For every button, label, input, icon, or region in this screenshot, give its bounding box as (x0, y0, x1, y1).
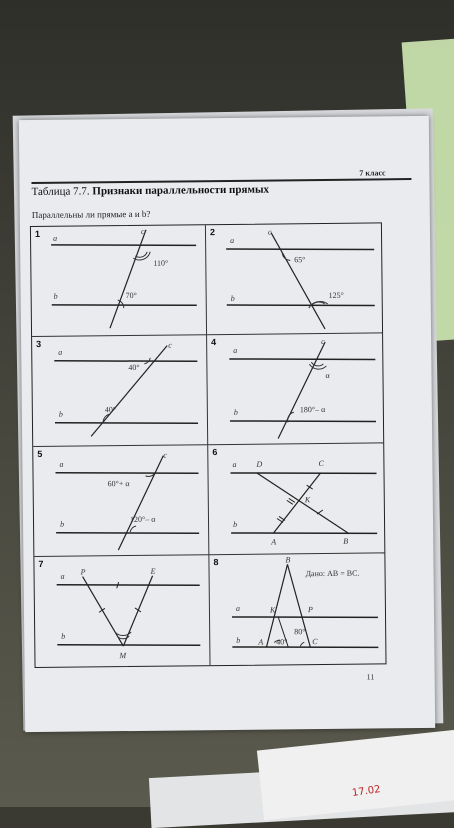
worksheet (19, 116, 435, 732)
problem-7 (34, 555, 210, 667)
line-c-label: c (168, 340, 172, 350)
problem-6 (208, 443, 384, 555)
problem-number: 7 (38, 558, 44, 569)
problem-8-figure (209, 553, 385, 665)
problem-3 (32, 335, 208, 447)
problem-8 (209, 553, 385, 665)
point-M-label: M (119, 651, 127, 661)
point-C-label: C (312, 637, 318, 647)
point-P-label: P (80, 567, 86, 577)
problem-6-figure (208, 443, 384, 555)
problem-number: 8 (213, 557, 219, 568)
line-b-label: b (233, 519, 238, 529)
handwritten-note: 17.02 (351, 784, 382, 799)
point-K-label: K (304, 495, 311, 505)
angle-1: 80° (294, 627, 306, 637)
problem-number: 5 (37, 448, 43, 459)
line-b-label: b (53, 291, 58, 301)
line-c-label: c (267, 227, 272, 237)
angle-2: 120°– α (129, 514, 156, 525)
line-a-label: a (235, 603, 240, 613)
problem-5-figure (33, 445, 209, 557)
point-A-label: A (258, 637, 264, 647)
problem-number: 6 (212, 447, 218, 458)
page-number: 11 (366, 672, 375, 682)
table-title-text: Признаки параллельности прямых (92, 183, 270, 198)
table-title (31, 184, 269, 198)
line-a-label: a (52, 233, 58, 243)
angle-1: 110° (153, 258, 169, 268)
problems-grid (30, 222, 387, 668)
problem-number: 2 (209, 227, 216, 238)
problem-1 (31, 225, 207, 337)
line-a-label: a (230, 235, 235, 245)
line-a-label: a (233, 345, 238, 355)
problem-1-figure (31, 225, 207, 337)
line-a-label: a (232, 459, 237, 469)
given-text: Дано: AB = BC. (305, 568, 360, 579)
line-b-label: b (58, 409, 63, 419)
grade-label: 7 класс (359, 168, 386, 178)
line-b-label: b (61, 631, 66, 641)
problem-2 (206, 223, 382, 335)
line-c-label: c (163, 450, 167, 460)
line-c-label: c (140, 226, 145, 236)
problem-4 (207, 333, 383, 445)
line-b-label: b (59, 519, 65, 529)
point-E-label: E (150, 566, 156, 576)
angle-1: α (325, 370, 330, 380)
point-C-label: C (318, 458, 324, 469)
angle-2: 40° (104, 405, 117, 415)
point-A-label: A (271, 537, 277, 547)
problem-3-figure (32, 335, 208, 447)
table-number: Таблица 7.7. (31, 185, 90, 199)
problem-7-figure (34, 555, 210, 667)
angle-1: 60°+ α (107, 479, 130, 489)
problem-number: 1 (34, 228, 41, 239)
problem-4-figure (207, 333, 383, 445)
angle-2: 180°– α (299, 404, 326, 415)
point-D-label: D (256, 459, 263, 469)
angle-2: 40° (276, 637, 288, 647)
line-a-label: a (58, 347, 63, 357)
problem-5 (33, 445, 209, 557)
point-B-label: B (343, 536, 349, 546)
line-a-label: a (60, 571, 65, 581)
angle-2: 125° (328, 290, 344, 300)
line-b-label: b (236, 635, 241, 645)
angle-1: 65° (294, 255, 306, 265)
line-c-label: c (321, 336, 325, 347)
point-P-label: P (307, 605, 313, 615)
line-b-label: b (233, 407, 238, 417)
angle-1: 40° (128, 362, 140, 373)
angle-2: 70° (125, 290, 137, 301)
line-a-label: a (59, 459, 64, 469)
problem-2-figure (206, 223, 382, 335)
question-text: Параллельны ли прямые a и b? (31, 208, 151, 221)
problem-number: 4 (211, 337, 217, 348)
problem-number: 3 (36, 338, 42, 349)
point-K-label: K (269, 605, 276, 615)
line-b-label: b (230, 293, 235, 303)
point-B-label: B (285, 555, 291, 565)
